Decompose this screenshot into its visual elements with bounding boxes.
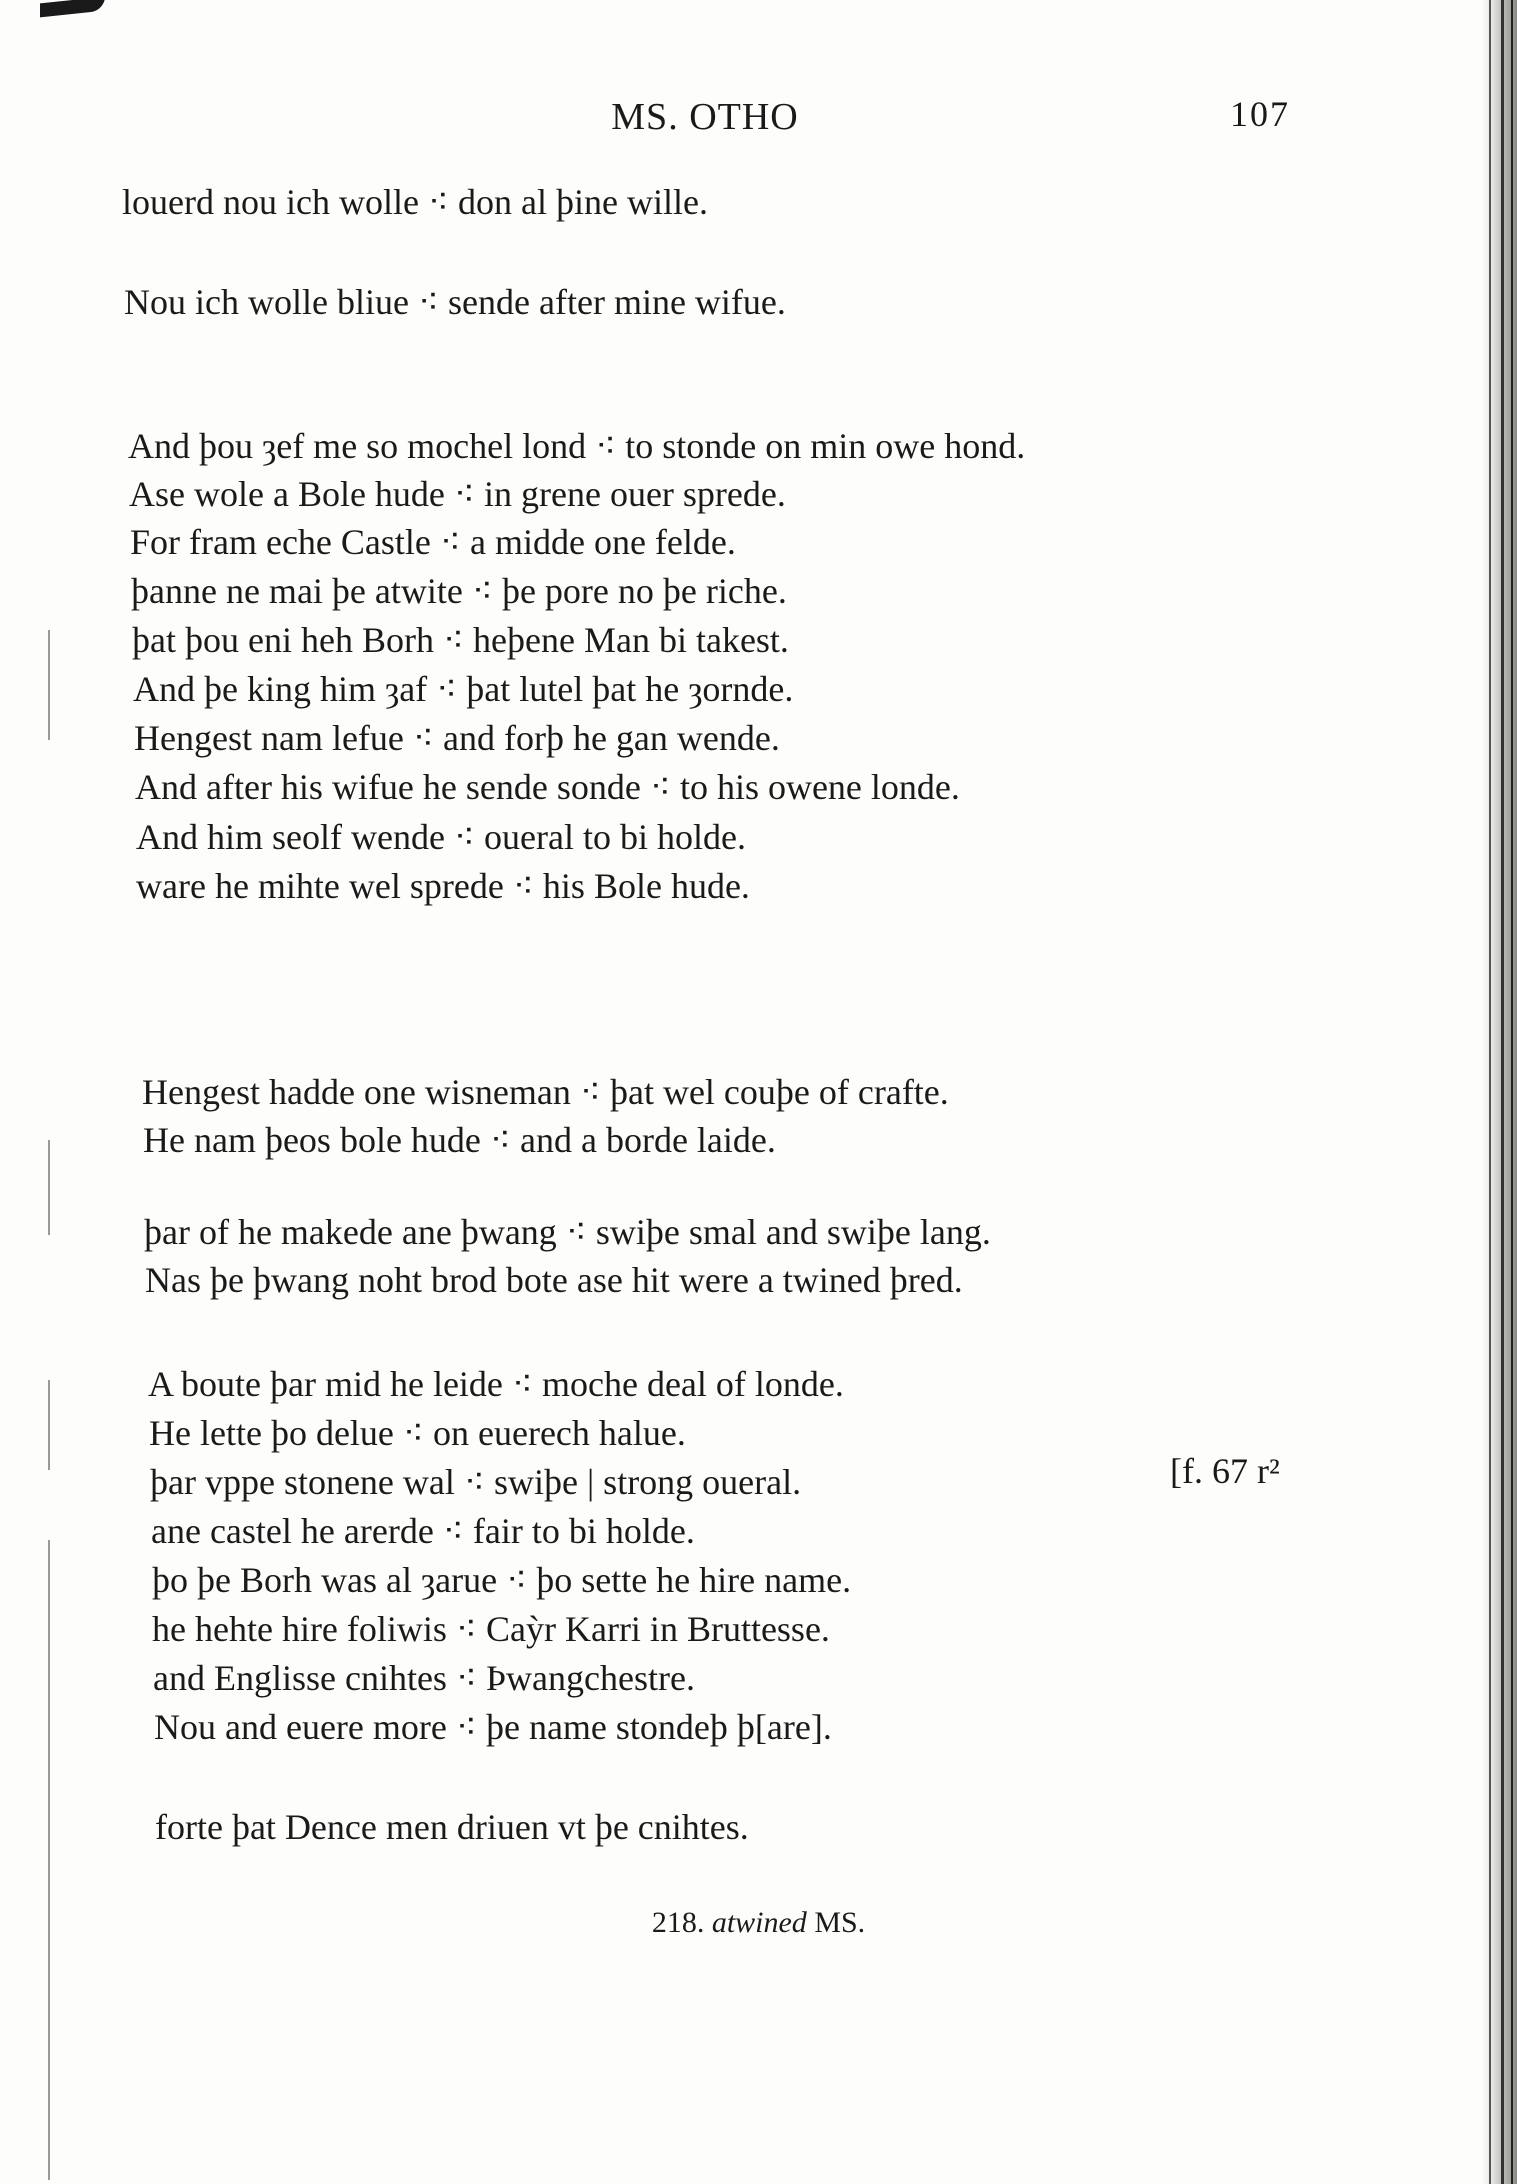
book-gutter xyxy=(1481,0,1517,2184)
verse-line: þo þe Borh was al ȝarue ⁖ þo sette he hire name. xyxy=(152,1560,852,1600)
verse-line: He nam þeos bole hude ⁖ and a borde laide. xyxy=(143,1120,776,1160)
verse-line: Ase wole a Bole hude ⁖ in grene ouer sprede. xyxy=(129,474,786,514)
verse-line: he hehte hire foliwis ⁖ Caỳr Karri in Bruttesse. xyxy=(152,1609,830,1649)
verse-line: Nou ich wolle bliue ⁖ sende after mine wifue. xyxy=(124,282,786,322)
left-margin-rule xyxy=(48,1540,50,2180)
footnote-italic-word: atwined xyxy=(711,1906,807,1939)
verse-line: For fram eche Castle ⁖ a midde one felde. xyxy=(130,522,736,562)
verse-line: And þou ȝef me so mochel lond ⁖ to stonde on min owe hond. xyxy=(128,426,1026,466)
verse-line: þat þou eni heh Borh ⁖ heþene Man bi takest. xyxy=(132,620,789,660)
verse-line: þar of he makede ane þwang ⁖ swiþe smal and swiþe lang. xyxy=(144,1212,991,1252)
verse-line: and Englisse cnihtes ⁖ Þwangchestre. xyxy=(153,1658,695,1698)
footnote-number: 218. xyxy=(651,1906,705,1939)
verse-line: ware he mihte wel sprede ⁖ his Bole hude. xyxy=(136,866,750,906)
verse-line: þar vppe stonene wal ⁖ swiþe | strong oueral. xyxy=(150,1462,802,1502)
gutter-line xyxy=(1489,0,1491,2184)
running-header xyxy=(120,95,1290,145)
verse-line: þanne ne mai þe atwite ⁖ þe pore no þe riche. xyxy=(131,571,787,611)
verse-line: Hengest nam lefue ⁖ and forþ he gan wende. xyxy=(134,718,780,758)
verse-line: And after his wifue he sende sonde ⁖ to his owene londe. xyxy=(135,767,960,807)
footnote xyxy=(0,1906,1517,1940)
verse-line: He lette þo delue ⁖ on euerech halue. xyxy=(149,1413,686,1453)
verse-line: Nou and euere more ⁖ þe name stondeþ þ[are]. xyxy=(154,1707,832,1747)
gutter-line xyxy=(1501,0,1504,2184)
verse-line: Nas þe þwang noht brod bote ase hit were a twined þred. xyxy=(145,1260,963,1300)
verse-line: forte þat Dence men driuen vt þe cnihtes. xyxy=(155,1807,749,1847)
verse-line: Hengest hadde one wisneman ⁖ þat wel couþe of crafte. xyxy=(142,1072,949,1112)
running-title: MS. OTHO xyxy=(611,96,799,138)
verse-line: A boute þar mid he leide ⁖ moche deal of londe. xyxy=(148,1364,844,1404)
verse-line: And þe king him ȝaf ⁖ þat lutel þat he ȝornde. xyxy=(133,669,794,709)
gutter-line xyxy=(1511,0,1513,2184)
left-margin-rule xyxy=(48,1140,50,1235)
page-number: 107 xyxy=(1230,94,1290,134)
left-margin-rule xyxy=(48,1380,50,1470)
folio-margin-note: [f. 67 r² xyxy=(1170,1451,1280,1491)
page-edge-mark xyxy=(40,0,105,17)
verse-line: ane castel he arerde ⁖ fair to bi holde. xyxy=(151,1511,695,1551)
verse-line: And him seolf wende ⁖ oueral to bi holde. xyxy=(136,817,746,857)
footnote-text: MS. xyxy=(814,1906,866,1939)
verse-line: louerd nou ich wolle ⁖ don al þine wille. xyxy=(122,182,708,222)
left-margin-rule xyxy=(48,630,50,740)
